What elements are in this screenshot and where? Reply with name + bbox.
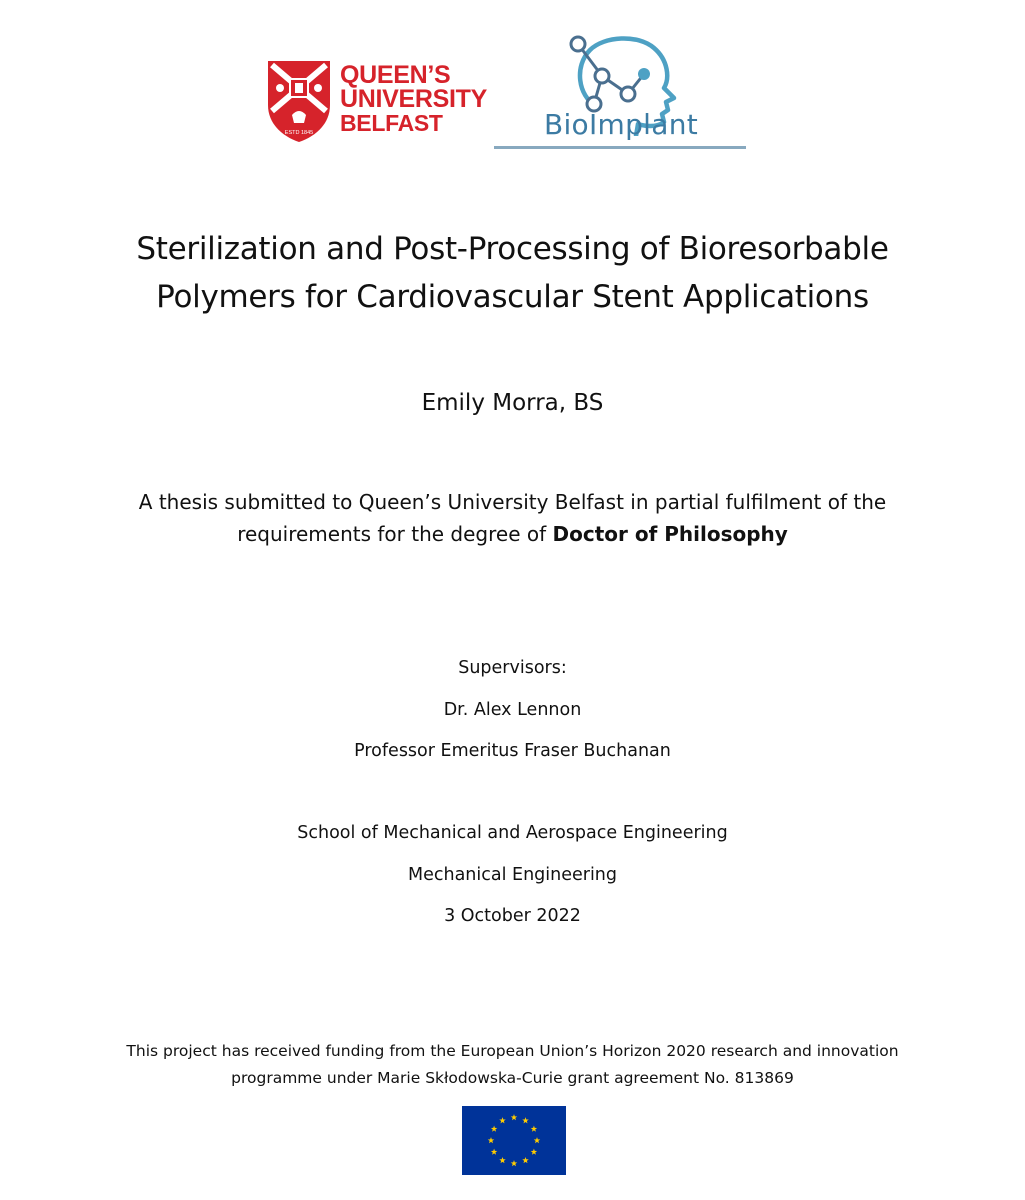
qub-crest-text: ESTD 1845 [284,130,314,136]
bioimplant-wordmark: BioImplant [543,108,699,141]
qub-wordmark-line3: BELFAST [340,110,443,136]
eu-flag-icon [462,1106,566,1175]
degree-name: Doctor of Philosophy [552,522,788,546]
funding-statement-line1: This project has received funding from the European Union’s Horizon 2020 research and innovation [126,1042,899,1060]
author-name: Emily Morra, BS [421,390,604,416]
bioimplant-underline [494,146,746,149]
thesis-title-line1: Sterilization and Post-Processing of Bioresorbable [136,231,889,267]
thesis-title-line2: Polymers for Cardiovascular Stent Applications [156,279,869,315]
supervisor-name: Dr. Alex Lennon [443,700,582,720]
qub-crest-icon [266,59,332,143]
school-name: School of Mechanical and Aerospace Engineering [297,823,728,843]
department-name: Mechanical Engineering [407,865,618,885]
supervisors-label: Supervisors: [458,658,567,678]
thesis-statement-prefix: requirements for the degree of [237,522,553,546]
qub-wordmark [340,63,487,135]
supervisor-name: Professor Emeritus Fraser Buchanan [354,741,671,761]
bioimplant-logo [494,24,748,152]
thesis-statement-line2 [0,522,1025,546]
submission-date: 3 October 2022 [444,906,581,926]
qub-wordmark-line2: UNIVERSITY [340,85,488,113]
thesis-statement-line1: A thesis submitted to Queen’s University Belfast in partial fulfilment of the [138,490,887,514]
qub-logo [266,56,501,148]
funding-statement-line2: programme under Marie Skłodowska-Curie grant agreement No. 813869 [231,1069,794,1087]
qub-wordmark-line1: QUEEN’S [340,61,451,89]
